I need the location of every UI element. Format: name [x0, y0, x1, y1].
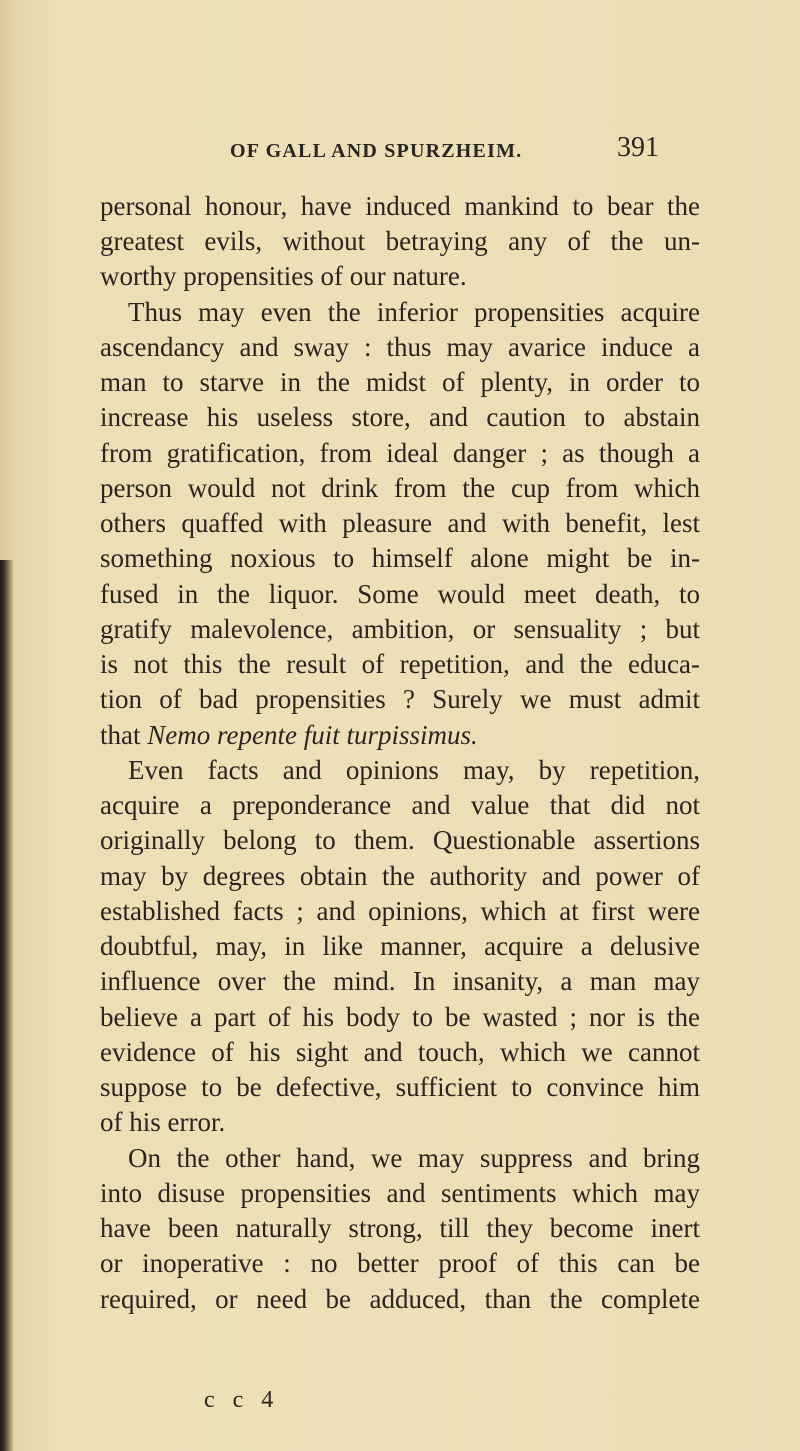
running-head: OF GALL AND SPURZHEIM.: [230, 140, 523, 162]
binding-shadow: [0, 560, 14, 1451]
text-line: originally belong to them. Questionable assertions: [100, 825, 700, 855]
text-line: established facts ; and opinions, which at first were: [100, 896, 700, 926]
text-line: tion of bad propensities ? Surely we must admit: [100, 684, 700, 714]
page-number: 391: [617, 132, 659, 163]
signature-mark: c c 4: [204, 1387, 280, 1413]
text-line: of his error.: [100, 1107, 226, 1137]
text-line: have been naturally strong, till they become inert: [100, 1213, 700, 1243]
text-line: something noxious to himself alone might be in-: [100, 543, 700, 573]
text-line: acquire a preponderance and value that did not: [100, 790, 700, 820]
text-line: worthy propensities of our nature.: [100, 261, 467, 291]
text-line: ascendancy and sway : thus may avarice induce a: [100, 332, 700, 362]
text-line: fused in the liquor. Some would meet death, to: [100, 579, 700, 609]
text-line-start: that: [100, 720, 141, 750]
text-line: personal honour, have induced mankind to bear the: [100, 191, 700, 221]
text-line: On the other hand, we may suppress and bring: [128, 1143, 700, 1173]
text-line: from gratification, from ideal danger ; as though a: [100, 438, 700, 468]
text-line: into disuse propensities and sentiments which may: [100, 1178, 700, 1208]
text-line: influence over the mind. In insanity, a man may: [100, 966, 700, 996]
latin-phrase: Nemo repente fuit turpissimus.: [147, 720, 478, 750]
text-line: may by degrees obtain the authority and power of: [100, 861, 700, 891]
text-line: believe a part of his body to be wasted ; nor is the: [100, 1002, 700, 1032]
text-line: Even facts and opinions may, by repetition,: [128, 755, 700, 785]
text-line: increase his useless store, and caution to abstain: [100, 402, 700, 432]
text-line: evidence of his sight and touch, which we cannot: [100, 1037, 700, 1067]
text-line: Thus may even the inferior propensities acquire: [128, 297, 700, 327]
text-line: is not this the result of repetition, and the educa-: [100, 649, 700, 679]
text-line: suppose to be defective, sufficient to convince him: [100, 1072, 700, 1102]
text-line: gratify malevolence, ambition, or sensuality ; but: [100, 614, 700, 644]
text-line: [100, 719, 700, 751]
text-line: or inoperative : no better proof of this can be: [100, 1248, 700, 1278]
text-line: others quaffed with pleasure and with benefit, lest: [100, 508, 700, 538]
text-line: doubtful, may, in like manner, acquire a delusive: [100, 931, 700, 961]
text-line: greatest evils, without betraying any of the un-: [100, 226, 700, 256]
text-line: person would not drink from the cup from which: [100, 473, 700, 503]
text-line: required, or need be adduced, than the complete: [100, 1284, 700, 1314]
text-line: man to starve in the midst of plenty, in order to: [100, 367, 700, 397]
